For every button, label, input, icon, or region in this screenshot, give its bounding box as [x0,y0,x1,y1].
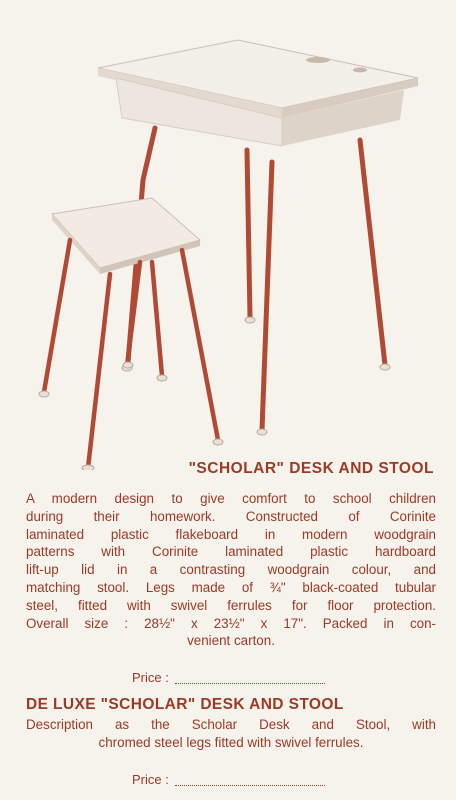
description-line: chromed steel legs fitted with swivel ferrules. [98,734,364,750]
price-label: Price : [132,670,169,685]
price-blank [175,785,325,786]
inkwell-hole [353,68,367,73]
price-blank [175,683,325,684]
desk-legs [128,128,385,430]
description-line: patterns with Corinite laminated plastic hardboard [26,544,436,560]
description-line: during their homework. Constructed of Corinite [26,508,436,524]
description-line: venient carton. [187,633,275,649]
desk-body [98,40,418,146]
description-line: matching stool. Legs made of ¾" black-coated tubular [26,579,436,595]
product-description [26,490,436,650]
description-line: laminated plastic flakeboard in modern woodgrain [26,526,436,542]
product-title: DE LUXE "SCHOLAR" DESK AND STOOL [26,696,344,713]
product-title: "SCHOLAR" DESK AND STOOL [188,460,434,477]
inkwell-hole [306,57,330,63]
description-line: A modern design to give comfort to school children [26,491,436,506]
description-line: Description as the Scholar Desk and Stool, with [26,717,436,732]
price-field [132,772,325,787]
price-label: Price : [132,772,169,787]
stool [39,198,223,470]
description-line: steel, fitted with swivel ferrules for floor protection. [26,597,436,613]
description-line: lift-up lid in a contrasting woodgrain colour, and [26,562,436,578]
product-description [26,716,436,752]
description-line: Overall size : 28½" x 23½" x 17". Packed in con- [26,615,436,631]
price-field [132,670,325,685]
